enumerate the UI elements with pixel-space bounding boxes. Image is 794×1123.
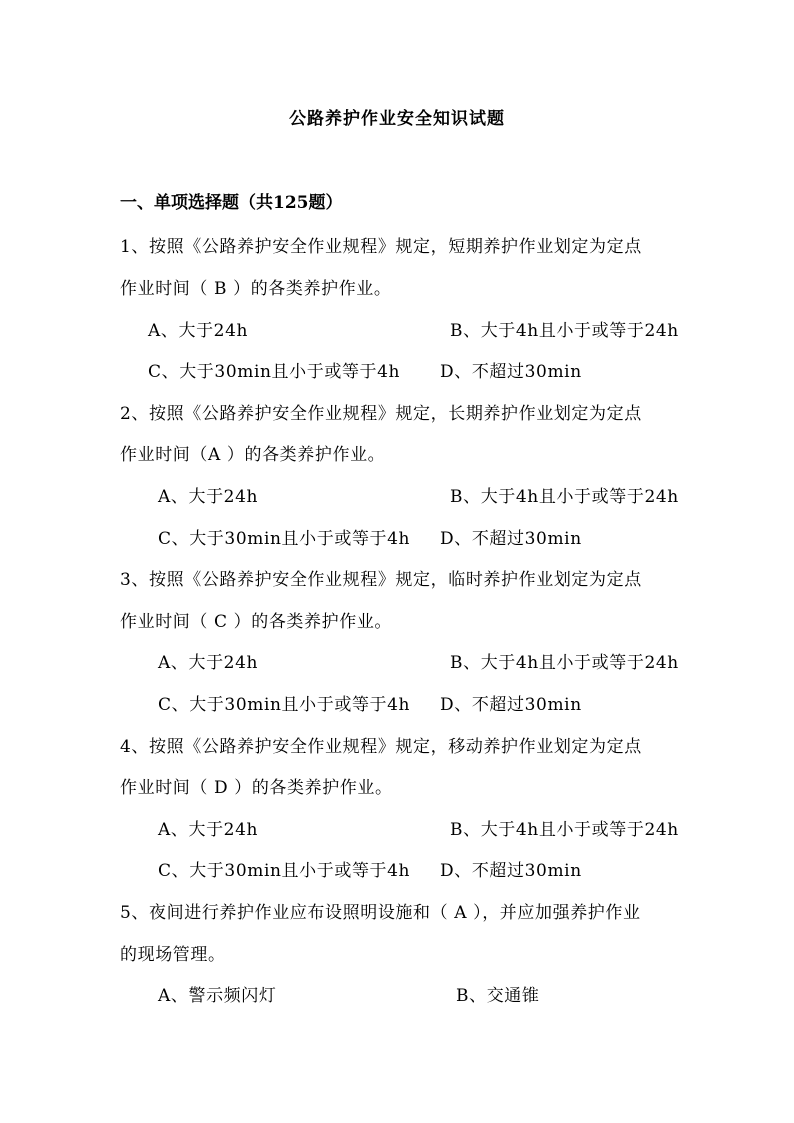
- question-3-option-d: D、不超过30min: [440, 695, 582, 715]
- question-2-option-b: B、大于4h且小于或等于24h: [450, 487, 679, 507]
- question-1-option-b: B、大于4h且小于或等于24h: [450, 321, 679, 341]
- question-2-option-c: C、大于30min且小于或等于4h: [158, 529, 411, 549]
- question-2-stem-line-1: 2、按照《公路养护安全作业规程》规定，长期养护作业划定为定点: [120, 404, 642, 424]
- section-heading: 一、单项选择题（共125题）: [120, 193, 343, 213]
- question-5-option-b: B、交通锥: [456, 986, 540, 1006]
- question-3-option-c: C、大于30min且小于或等于4h: [158, 695, 411, 715]
- question-4-option-c: C、大于30min且小于或等于4h: [158, 861, 411, 881]
- question-5-stem-line-2: 的现场管理。: [120, 945, 226, 965]
- question-3-stem-line-2: 作业时间（ C ）的各类养护作业。: [120, 612, 393, 632]
- question-2-stem-line-2: 作业时间（A ）的各类养护作业。: [120, 445, 386, 465]
- question-1-stem-line-2: 作业时间（ B ）的各类养护作业。: [120, 279, 392, 299]
- question-3-option-a: A、大于24h: [158, 653, 259, 673]
- question-2-option-d: D、不超过30min: [440, 529, 582, 549]
- question-2-option-a: A、大于24h: [158, 487, 259, 507]
- question-3-stem-line-1: 3、按照《公路养护安全作业规程》规定，临时养护作业划定为定点: [120, 570, 642, 590]
- document-title: 公路养护作业安全知识试题: [289, 109, 505, 129]
- question-1-option-c: C、大于30min且小于或等于4h: [148, 362, 401, 382]
- question-4-option-b: B、大于4h且小于或等于24h: [450, 820, 679, 840]
- question-5-stem-line-1: 5、夜间进行养护作业应布设照明设施和（ A ），并应加强养护作业: [120, 903, 641, 923]
- question-4-stem-line-2: 作业时间（ D ）的各类养护作业。: [120, 778, 393, 798]
- question-1-option-a: A、大于24h: [148, 321, 249, 341]
- question-4-option-d: D、不超过30min: [440, 861, 582, 881]
- question-4-stem-line-1: 4、按照《公路养护安全作业规程》规定，移动养护作业划定为定点: [120, 737, 642, 757]
- question-4-option-a: A、大于24h: [158, 820, 259, 840]
- question-3-option-b: B、大于4h且小于或等于24h: [450, 653, 679, 673]
- question-5-option-a: A、警示频闪灯: [158, 986, 277, 1006]
- question-1-option-d: D、不超过30min: [440, 362, 582, 382]
- question-1-stem-line-1: 1、按照《公路养护安全作业规程》规定，短期养护作业划定为定点: [120, 237, 642, 257]
